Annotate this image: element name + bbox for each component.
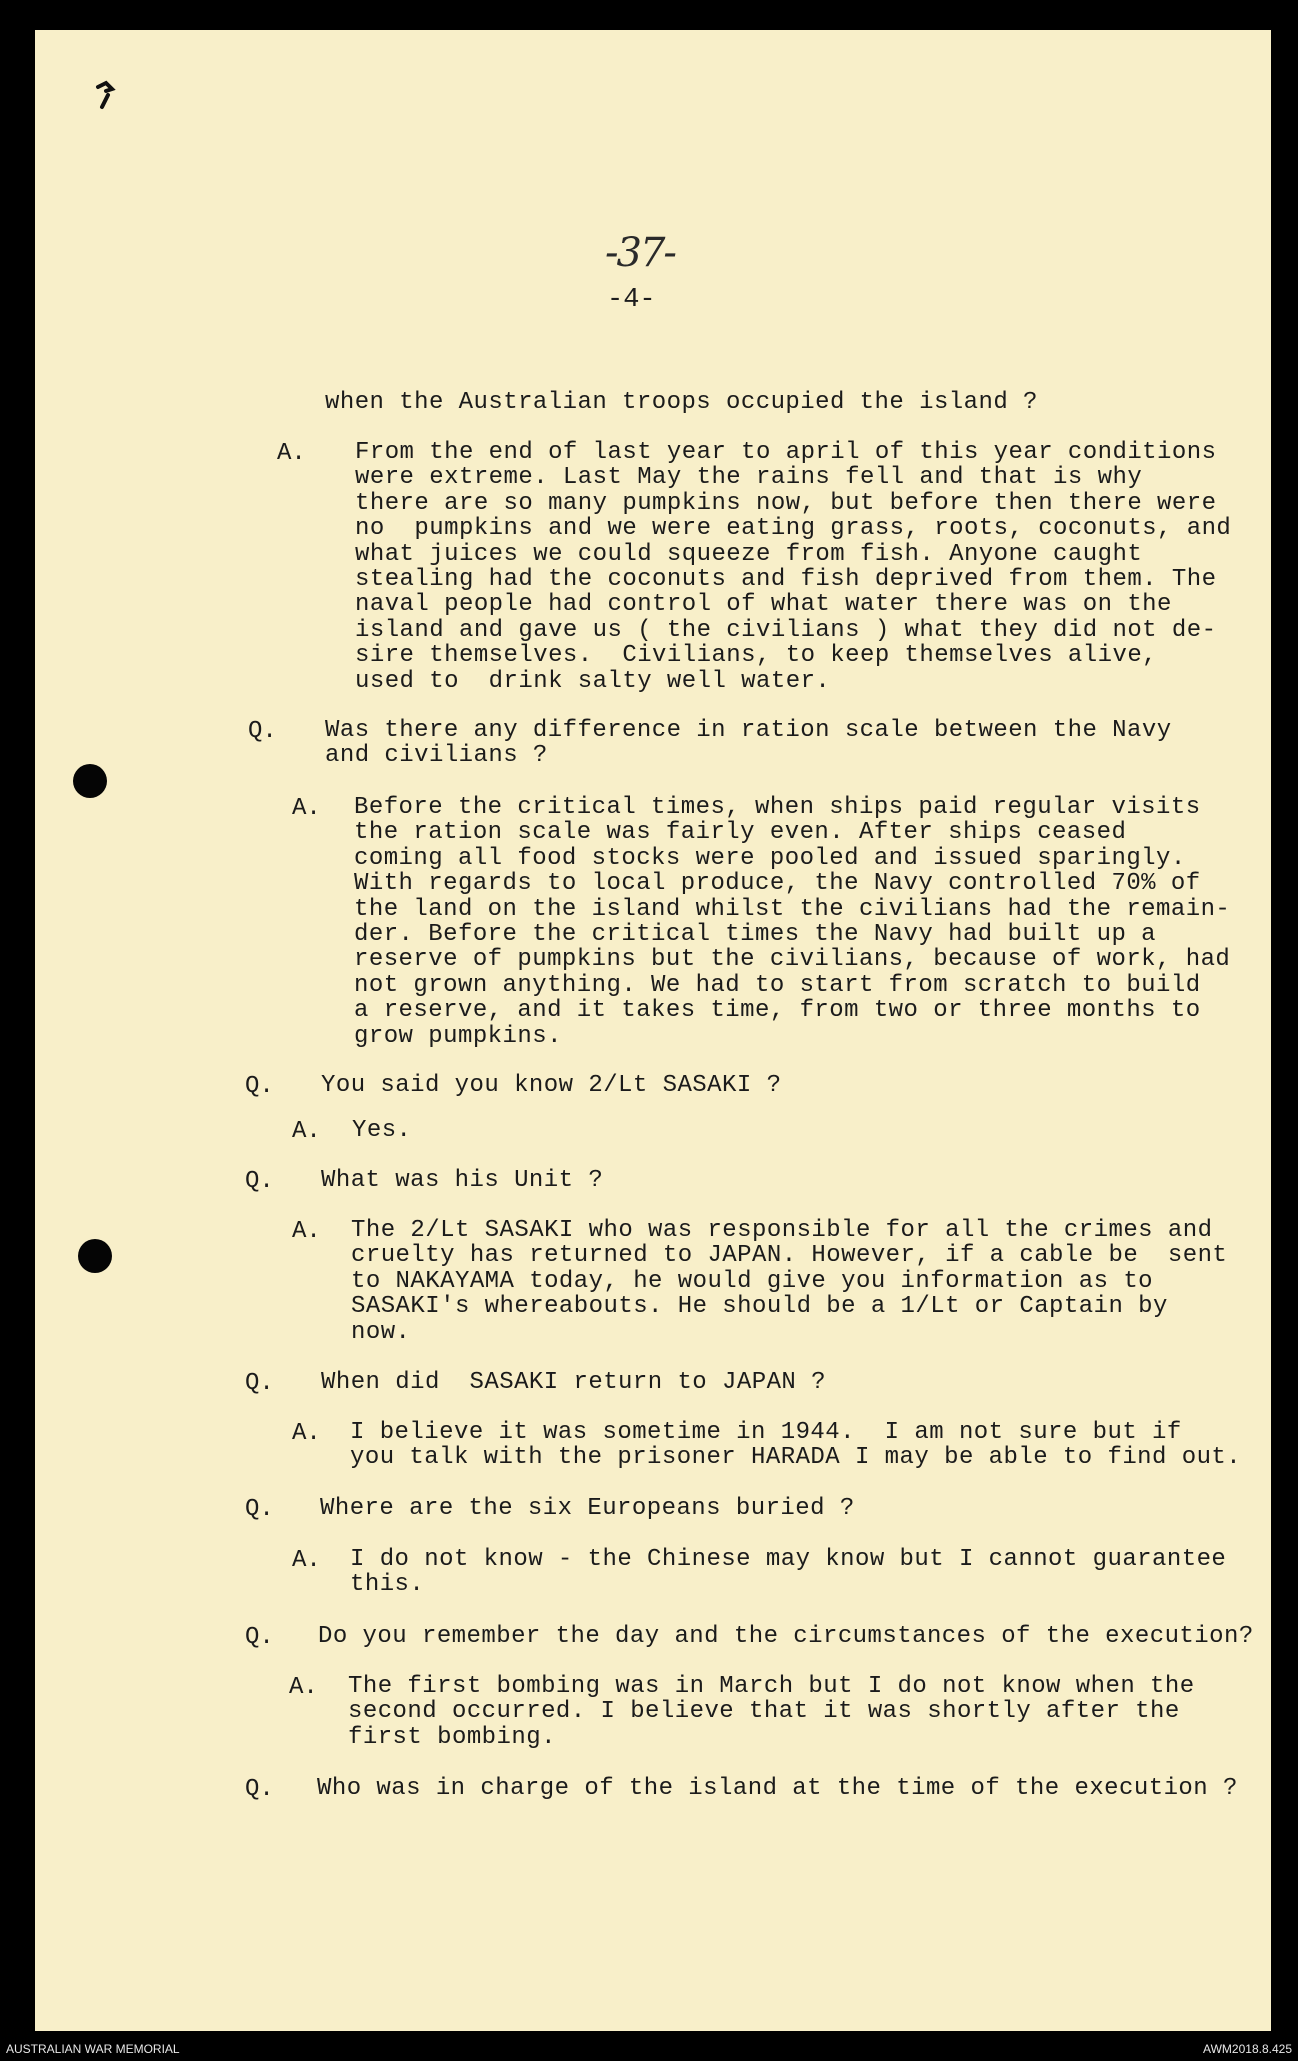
entry-tag: Q. <box>245 1073 274 1100</box>
entry-tag: Q. <box>245 1370 274 1397</box>
answer-text: The 2/Lt SASAKI who was responsible for all the crimes and cruelty has returned to JAPAN. However, if a cable be sent to NAKAYAMA today, he would give you information as to SASAKI's whereabouts. He should be a 1/Lt or Captain by now. <box>351 1217 1228 1346</box>
answer-text: I believe it was sometime in 1944. I am not sure but if you talk with the prisoner HARADA I may be able to find out. <box>350 1419 1242 1472</box>
question-text: When did SASAKI return to JAPAN ? <box>321 1369 826 1396</box>
footer-accession-number: AWM2018.8.425 <box>1203 2042 1292 2056</box>
entry-tag: A. <box>292 1218 321 1245</box>
answer-text: The first bombing was in March but I do not know when the second occurred. I believe that it was shortly after the first bombing. <box>348 1673 1195 1751</box>
entry-tag: A. <box>289 1674 318 1701</box>
question-text: Was there any difference in ration scale between the Navy and civilians ? <box>325 717 1172 770</box>
question-text: You said you know 2/Lt SASAKI ? <box>321 1072 782 1099</box>
entry-tag: A. <box>277 440 306 467</box>
answer-text: Yes. <box>352 1117 412 1144</box>
entry-tag: Q. <box>245 1624 274 1651</box>
handwritten-margin-mark <box>60 75 120 135</box>
footer-institution: AUSTRALIAN WAR MEMORIAL <box>6 2042 180 2056</box>
question-text: Where are the six Europeans buried ? <box>320 1495 855 1522</box>
entry-tag: Q. <box>245 1168 274 1195</box>
page-number: -4- <box>607 285 656 315</box>
punch-hole-top <box>73 764 107 798</box>
entry-tag: A. <box>292 1420 321 1447</box>
punch-hole-bottom <box>78 1239 112 1273</box>
answer-text: Before the critical times, when ships paid regular visits the ration scale was fairly even. After ships ceased coming all food stocks were pooled and issued sparingly. With regards to local produce, the Navy controlled 70% of the land on the island whilst the civilians had the remain- der. Before the critical times the Navy had built up a reserve of pumpkins but the civilians, because of work, had not grown anything. We had to start from scratch to build a reserve, and it takes time, from two or three months to grow pumpkins. <box>354 794 1231 1050</box>
entry-tag: Q. <box>245 1496 274 1523</box>
entry-tag: A. <box>292 1547 321 1574</box>
entry-tag: A. <box>292 1118 321 1145</box>
answer-text: From the end of last year to april of this year conditions were extreme. Last May the rains fell and that is why there are so many pumpkins now, but before then there were no pumpkins and we were eating grass, roots, coconuts, and what juices we could squeeze from fish. Anyone caught stealing had the coconuts and fish deprived from them. The naval people had control of what water there was on the island and gave us ( the civilians ) what they did not de- sire themselves. Civilians, to keep themselves alive, used to drink salty well water. <box>355 439 1232 695</box>
question-text: What was his Unit ? <box>321 1167 604 1194</box>
entry-tag: A. <box>292 795 321 822</box>
handwritten-folio-number: -37- <box>605 230 675 276</box>
question-text: Do you remember the day and the circumstances of the execution? <box>318 1623 1254 1650</box>
entry-tag: Q. <box>245 1776 274 1803</box>
continuation-line: when the Australian troops occupied the island ? <box>325 389 1038 416</box>
question-text: Who was in charge of the island at the time of the execution ? <box>317 1775 1238 1802</box>
answer-text: I do not know - the Chinese may know but I cannot guarantee this. <box>350 1546 1227 1599</box>
entry-tag: Q. <box>248 718 277 745</box>
